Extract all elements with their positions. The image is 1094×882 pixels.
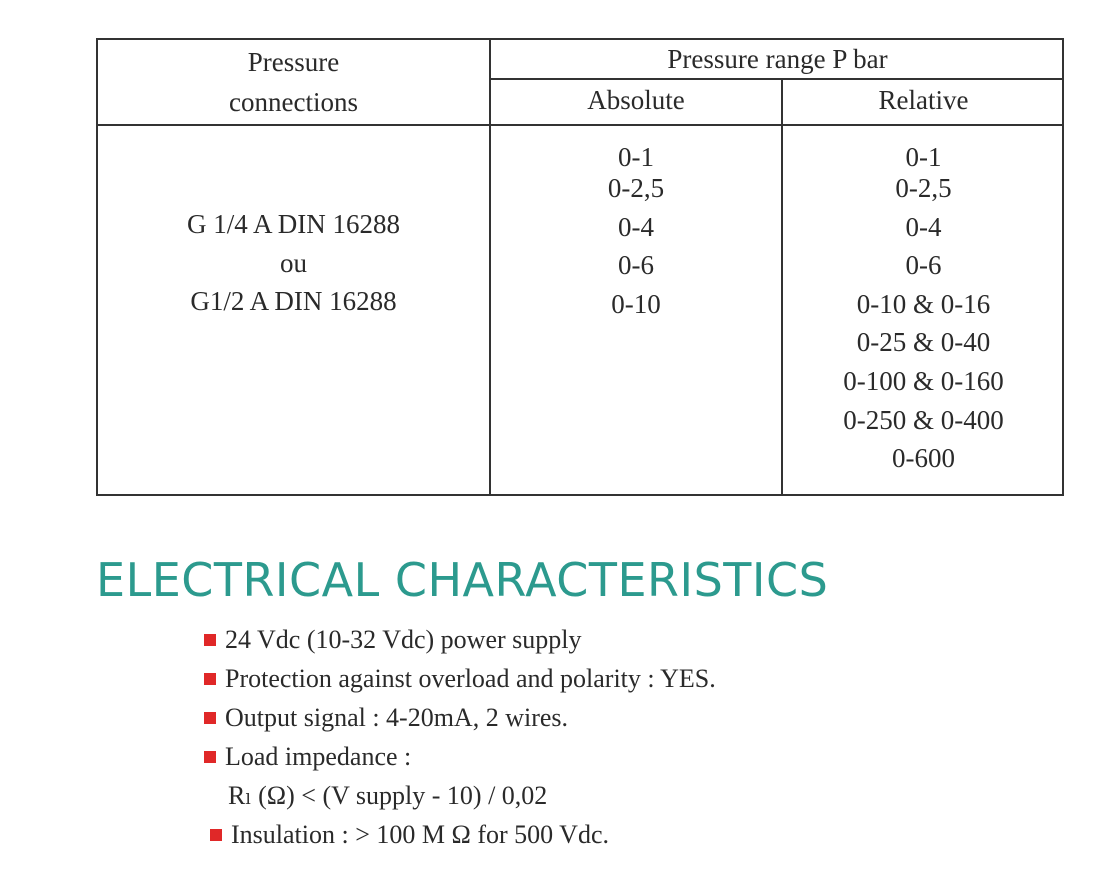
range-value: 0-4 <box>905 211 942 242</box>
range-value: 0-2,5 <box>607 173 665 203</box>
list-item-text: Protection against overload and polarity : YES. <box>225 664 716 693</box>
bullet-square-icon <box>210 829 222 841</box>
range-value: 0-6 <box>618 250 654 281</box>
list-item <box>204 659 716 698</box>
bullet-square-icon <box>204 751 216 763</box>
range-value: 0-4 <box>618 211 654 242</box>
list-item-text: Output signal : 4-20mA, 2 wires. <box>225 703 569 732</box>
range-value: 0-1 <box>618 142 654 172</box>
range-value: 0-6 <box>905 250 942 281</box>
list-item <box>204 737 716 776</box>
range-value: 0-100 & 0-160 <box>843 365 1004 396</box>
connection-item: G 1/4 A DIN 16288 <box>186 209 400 239</box>
range-value: 0-250 & 0-400 <box>843 404 1004 435</box>
connections-list <box>98 205 489 321</box>
range-value: 0-25 & 0-40 <box>856 327 991 358</box>
list-item <box>204 620 716 659</box>
bullet-square-icon <box>204 712 216 724</box>
connection-item: G1/2 A DIN 16288 <box>190 286 397 317</box>
table-divider <box>98 124 1062 126</box>
range-value: 0-600 <box>892 443 955 474</box>
table-divider <box>489 78 1062 80</box>
formula-text: Rₗ (Ω) < (V supply - 10) / 0,02 <box>228 781 548 810</box>
connection-item: ou <box>280 247 307 278</box>
electrical-characteristics-list <box>204 620 716 854</box>
bullet-square-icon <box>204 673 216 685</box>
range-value: 0-10 <box>611 288 661 319</box>
range-value: 0-10 & 0-16 <box>856 288 991 319</box>
list-item <box>204 698 716 737</box>
list-item <box>204 815 716 854</box>
bullet-square-icon <box>204 634 216 646</box>
relative-ranges-list <box>783 139 1064 478</box>
header-relative: Relative <box>878 85 969 115</box>
list-item-continuation <box>204 776 716 815</box>
electrical-characteristics-title: ELECTRICAL CHARACTERISTICS <box>96 553 829 607</box>
header-pressure-range: Pressure range P bar <box>667 44 888 74</box>
list-item-text: Load impedance : <box>225 742 412 771</box>
pressure-range-table <box>96 38 1064 496</box>
list-item-text: 24 Vdc (10-32 Vdc) power supply <box>225 625 582 654</box>
header-pressure-connections: Pressure connections <box>229 47 358 117</box>
list-item-text: Insulation : > 100 M Ω for 500 Vdc. <box>231 820 609 849</box>
absolute-ranges-list <box>491 139 781 323</box>
range-value: 0-2,5 <box>895 173 952 203</box>
range-value: 0-1 <box>905 142 942 172</box>
header-absolute: Absolute <box>587 85 685 115</box>
